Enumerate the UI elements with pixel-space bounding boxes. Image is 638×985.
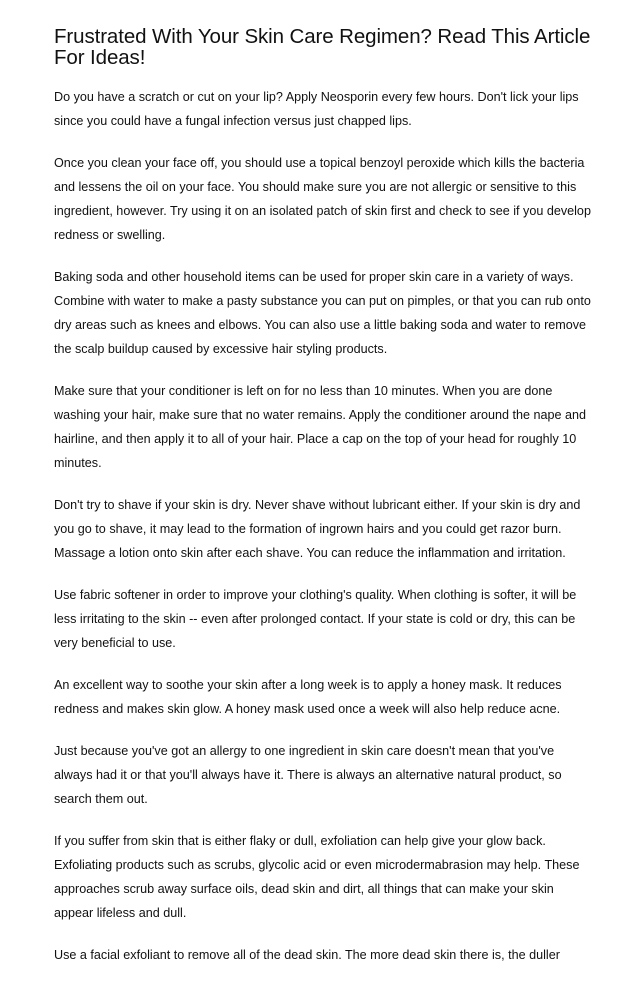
- article-title: Frustrated With Your Skin Care Regimen? Read This Article For Ideas!: [54, 25, 591, 69]
- article-paragraph: Baking soda and other household items can be used for proper skin care in a variety of ways. Combine with water to make a pasty substance you can put on pimples, or that you can rub onto dry areas such as knees and elbows. You can also use a little baking soda and water to remove the scalp buildup caused by excessive hair styling products.: [54, 270, 591, 356]
- article-paragraph: Once you clean your face off, you should use a topical benzoyl peroxide which kills the bacteria and lessens the oil on your face. You should make sure you are not allergic or sensitive to this ingredient, however. Try using it on an isolated patch of skin first and check to see if you develop redness or swelling.: [54, 156, 591, 242]
- article-paragraph: Make sure that your conditioner is left on for no less than 10 minutes. When you are done washing your hair, make sure that no water remains. Apply the conditioner around the nape and hairline, and then apply it to all of your hair. Place a cap on the top of your head for roughly 10 minutes.: [54, 384, 587, 470]
- article-paragraph: Do you have a scratch or cut on your lip? Apply Neosporin every few hours. Don't lick your lips since you could have a fungal infection versus just chapped lips.: [54, 90, 579, 128]
- article-paragraph: Use fabric softener in order to improve your clothing's quality. When clothing is softer, it will be less irritating to the skin -- even after prolonged contact. If your state is cold or dry, this can be very beneficial to use.: [54, 588, 577, 650]
- article-paragraph: An excellent way to soothe your skin after a long week is to apply a honey mask. It reduces redness and makes skin glow. A honey mask used once a week will also help reduce acne.: [54, 678, 562, 716]
- document-page: [54, 26, 594, 985]
- article-paragraph-truncated: Use a facial exfoliant to remove all of the dead skin. The more dead skin there is, the duller: [54, 948, 560, 962]
- article-paragraph: Don't try to shave if your skin is dry. Never shave without lubricant either. If your skin is dry and you go to shave, it may lead to the formation of ingrown hairs and you could get razor burn. Massage a lotion onto skin after each shave. You can reduce the inflammation and irritation.: [54, 498, 581, 560]
- article-paragraph: If you suffer from skin that is either flaky or dull, exfoliation can help give your glow back. Exfoliating products such as scrubs, glycolic acid or even microdermabrasion may help. These approaches scrub away surface oils, dead skin and dirt, all things that can make your skin appear lifeless and dull.: [54, 834, 580, 920]
- article-paragraph: Just because you've got an allergy to one ingredient in skin care doesn't mean that you've always had it or that you'll always have it. There is always an alternative natural product, so search them out.: [54, 744, 562, 806]
